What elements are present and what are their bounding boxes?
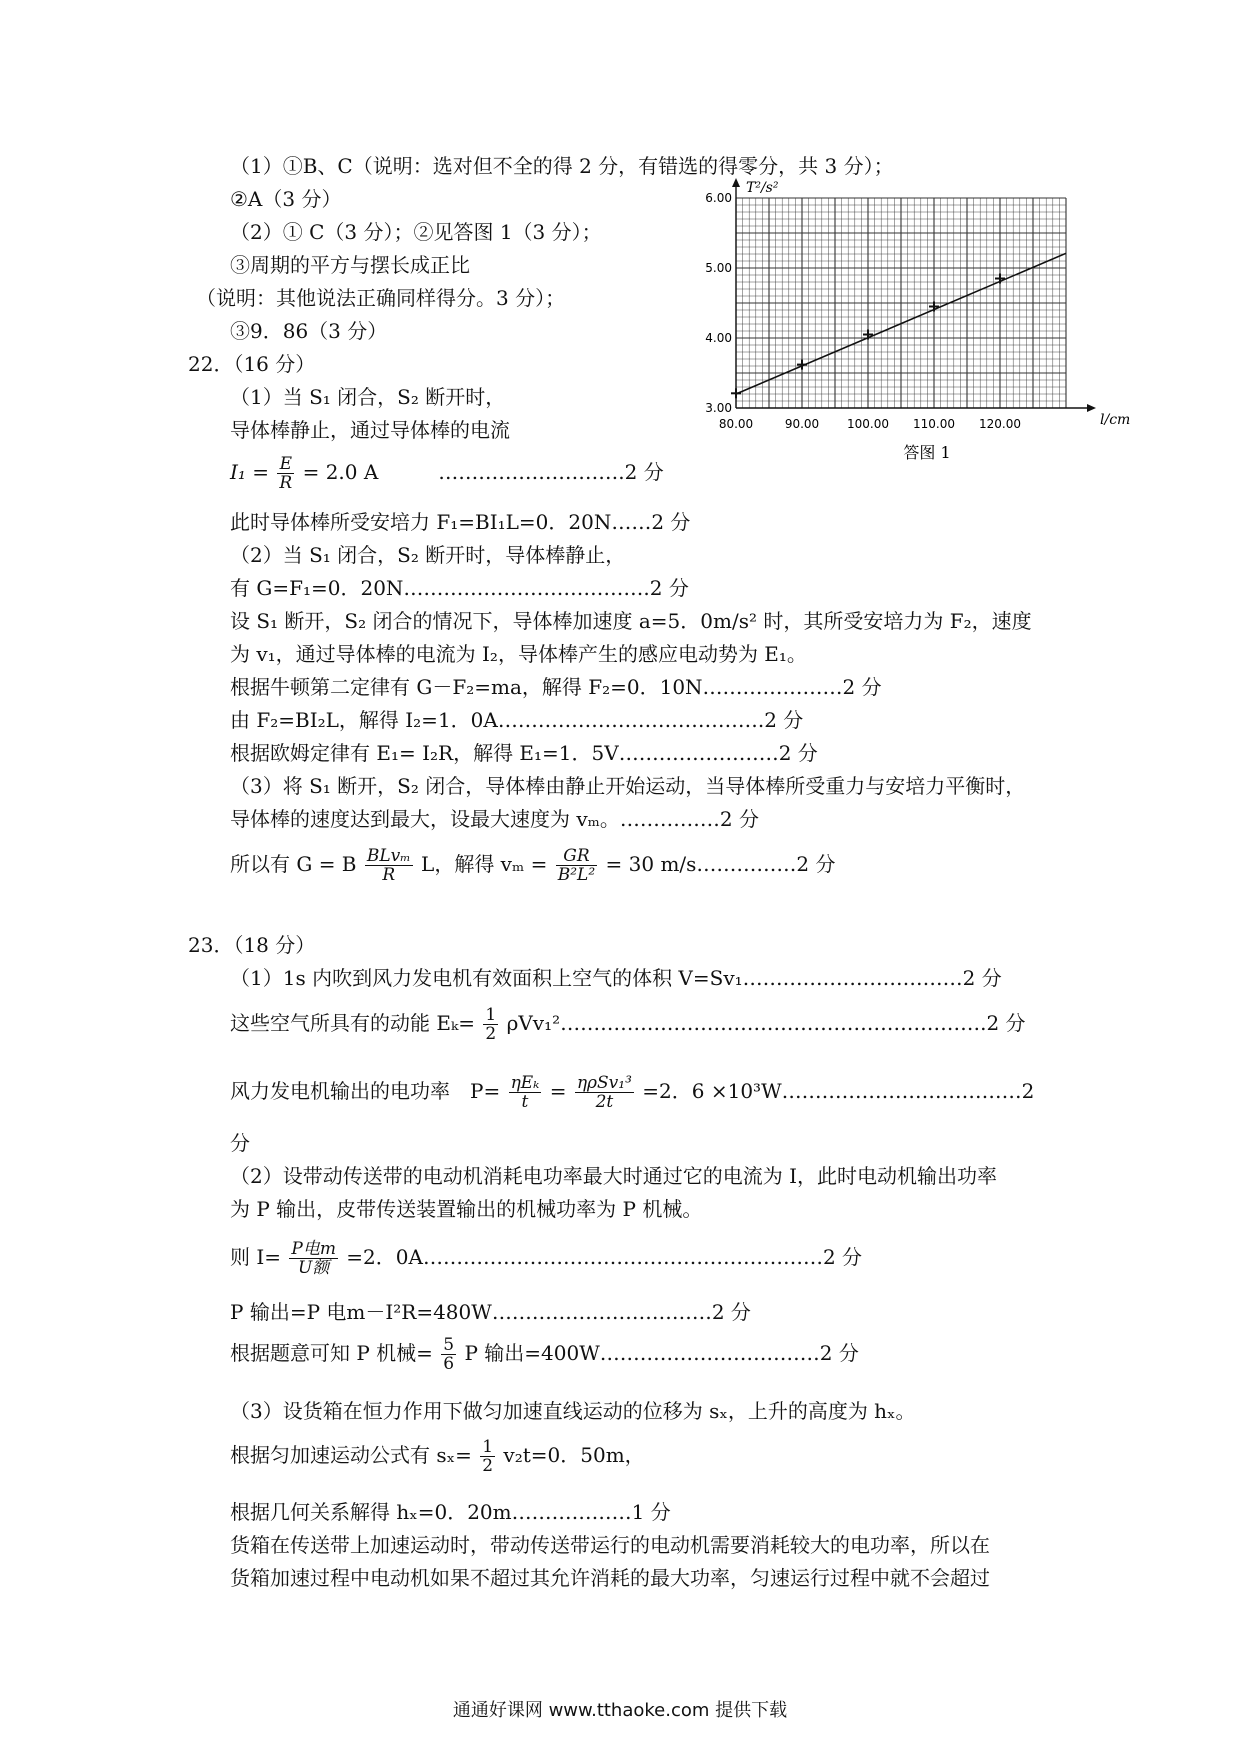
x-tick-label: 100.00	[847, 417, 889, 431]
x-tick-label: 90.00	[784, 417, 820, 431]
grid-layer	[736, 198, 1066, 408]
eq-part: P 输出=400W……………………………2 分	[464, 1341, 859, 1365]
q23-current-equation	[230, 1240, 862, 1277]
q23-height-line: 根据几何关系解得 hₓ=0．20m………………1 分	[230, 1500, 671, 1524]
answer-note-line: （说明：其他说法正确同样得分。3 分）；	[196, 286, 566, 310]
eq-part: 风力发电机输出的电功率 P=	[230, 1079, 501, 1103]
q22-part2-line: （2）当 S₁ 闭合，S₂ 断开时，导体棒静止，	[230, 543, 626, 567]
eq-part: = 30 m/s……………2 分	[605, 852, 836, 876]
q23-explain-line2: 货箱加速过程中电动机如果不超过其允许消耗的最大功率，匀速运行过程中就不会超过	[230, 1566, 990, 1590]
answer-figure-chart	[690, 176, 1131, 466]
eq-fraction	[575, 1074, 634, 1111]
eq-rhs: = 2.0 A ……………………….2 分	[302, 460, 664, 484]
fraction-denominator: t	[521, 1092, 529, 1112]
answer-21-3-line: ③9．86（3 分）	[230, 319, 388, 343]
q23-output-power-line: P 输出=P 电m－I²R=480W……………………………2 分	[230, 1300, 751, 1324]
q22-assume-line2: 为 v₁，通过导体棒的电流为 I₂，导体棒产生的感应电动势为 E₁。	[230, 642, 807, 666]
x-tick-label: 120.00	[979, 417, 1021, 431]
eq-part: ρVv₁²……………………………………………………….2 分	[506, 1011, 1026, 1035]
fraction-numerator: GR	[556, 847, 597, 866]
fraction-numerator: P电m	[291, 1239, 336, 1259]
fraction-numerator: E	[277, 455, 294, 474]
fraction-numerator: 1	[485, 1005, 497, 1025]
fraction-denominator: U额	[297, 1258, 330, 1278]
eq-part: 根据题意可知 P 机械=	[230, 1341, 433, 1365]
q22-vmax-equation	[230, 847, 836, 884]
q22-part3-line: （3）将 S₁ 断开，S₂ 闭合，导体棒由静止开始运动，当导体棒所受重力与安培力平衡时，	[230, 774, 1026, 798]
eq-fraction	[277, 455, 294, 492]
q23-score-wrap: 分	[230, 1131, 250, 1155]
fraction-denominator: 6	[443, 1354, 455, 1374]
fraction-numerator: BLvₘ	[366, 846, 411, 866]
x-axis-label: l/cm	[1100, 412, 1131, 428]
eq-fraction	[556, 847, 597, 884]
q22-current2-line: 由 F₂=BI₂L，解得 I₂=1．0A………………………………….2 分	[230, 708, 804, 732]
fraction-denominator: 2	[482, 1456, 494, 1476]
x-axis-arrow	[1087, 404, 1096, 412]
eq-fraction	[289, 1240, 338, 1277]
eq-fraction	[509, 1074, 542, 1111]
fraction-numerator: 5	[443, 1335, 455, 1355]
q23-kinetic-equation	[230, 1006, 1026, 1043]
q23-part2-line2: 为 P 输出，皮带传送装置输出的机械功率为 P 机械。	[230, 1197, 703, 1221]
fraction-denominator: R	[382, 865, 396, 885]
eq-fraction	[480, 1438, 495, 1475]
eq-part: v₂t=0．50m，	[503, 1443, 645, 1467]
q22-newton-line: 根据牛顿第二定律有 G－F₂=ma，解得 F₂=0．10N…………………2 分	[230, 675, 882, 699]
q23-mech-power-equation	[230, 1336, 859, 1373]
fraction-numerator: ηρSv₁³	[576, 1073, 632, 1093]
eq-fraction	[365, 847, 413, 884]
q22-ohm-line: 根据欧姆定律有 E₁= I₂R，解得 E₁=1．5V……………………2 分	[230, 741, 818, 765]
eq-part: =2．0A……………………………………………………2 分	[346, 1245, 863, 1269]
y-tick-label: 4.00	[705, 331, 732, 345]
figure-caption: 答图 1	[903, 443, 951, 462]
q22-assume-line: 设 S₁ 断开，S₂ 闭合的情况下，导体棒加速度 a=5．0m/s² 时，其所受安培力为 F₂，速度	[230, 609, 1032, 633]
fraction-denominator: 2t	[595, 1092, 614, 1112]
eq-part: 所以有 G = B	[230, 852, 357, 876]
q22-current-equation	[230, 455, 664, 492]
fraction-denominator: B²L²	[557, 865, 596, 885]
y-axis-arrow	[732, 178, 740, 187]
fraction-denominator: 2	[485, 1024, 497, 1044]
eq-lhs: I₁ =	[230, 460, 270, 484]
q22-force-line: 此时导体棒所受安培力 F₁=BI₁L=0．20N……2 分	[230, 510, 691, 534]
q22-part1-line: （1）当 S₁ 闭合，S₂ 断开时，	[230, 385, 506, 409]
fraction-denominator: R	[279, 473, 293, 493]
fraction-numerator: ηEₖ	[510, 1073, 540, 1093]
eq-part: =	[549, 1079, 567, 1103]
chart-svg	[690, 176, 1131, 466]
q22-part1-line2: 导体棒静止，通过导体棒的电流	[230, 418, 510, 442]
question-22-heading: 22．（16 分）	[188, 352, 316, 376]
q23-part2-line: （2）设带动传送带的电动机消耗电功率最大时通过它的电流为 I，此时电动机输出功率	[230, 1164, 997, 1188]
eq-fraction	[483, 1006, 498, 1043]
data-point	[731, 388, 741, 398]
y-tick-label: 3.00	[705, 401, 732, 415]
fraction-numerator: 1	[482, 1437, 494, 1457]
q23-part3-line: （3）设货箱在恒力作用下做匀加速直线运动的位移为 sₓ，上升的高度为 hₓ。	[230, 1399, 916, 1423]
y-axis-label: T²/s²	[746, 180, 779, 196]
y-tick-label: 5.00	[705, 261, 732, 275]
y-tick-label: 6.00	[705, 191, 732, 205]
q23-explain-line: 货箱在传送带上加速运动时，带动传送带运行的电动机需要消耗较大的电功率，所以在	[230, 1533, 990, 1557]
eq-part: 这些空气所具有的动能 Eₖ=	[230, 1011, 476, 1035]
x-tick-label: 80.00	[718, 417, 754, 431]
answer-21-2-3-line: ③周期的平方与摆长成正比	[230, 253, 470, 277]
answer-21-2-line: （2）① C（3 分）；②见答图 1（3 分）；	[230, 220, 602, 244]
q23-displacement-equation	[230, 1438, 645, 1475]
question-23-heading: 23．（18 分）	[188, 933, 316, 957]
q22-part3-line2: 导体棒的速度达到最大，设最大速度为 vₘ。……………2 分	[230, 807, 760, 831]
eq-part: 则 I=	[230, 1245, 282, 1269]
answer-21-1-line: （1）①B、C（说明：选对但不全的得 2 分，有错选的得零分，共 3 分）；	[230, 154, 894, 178]
eq-part: L，解得 vₘ =	[421, 852, 548, 876]
q23-power-equation	[230, 1074, 1034, 1111]
eq-part: 根据匀加速运动公式有 sₓ=	[230, 1443, 472, 1467]
q22-gravity-line: 有 G=F₁=0．20N……………………………….2 分	[230, 576, 689, 600]
eq-part: =2．6 ×10³W………………………………2	[642, 1079, 1035, 1103]
footer-credit: 通通好课网 www.tthaoke.com 提供下载	[452, 1700, 788, 1721]
q23-volume-line: （1）1s 内吹到风力发电机有效面积上空气的体积 V=Sv₁……………………………2 分	[230, 966, 1002, 990]
x-tick-label: 110.00	[913, 417, 955, 431]
eq-fraction	[441, 1336, 456, 1373]
answer-21-1-2-line: ②A（3 分）	[230, 187, 342, 211]
